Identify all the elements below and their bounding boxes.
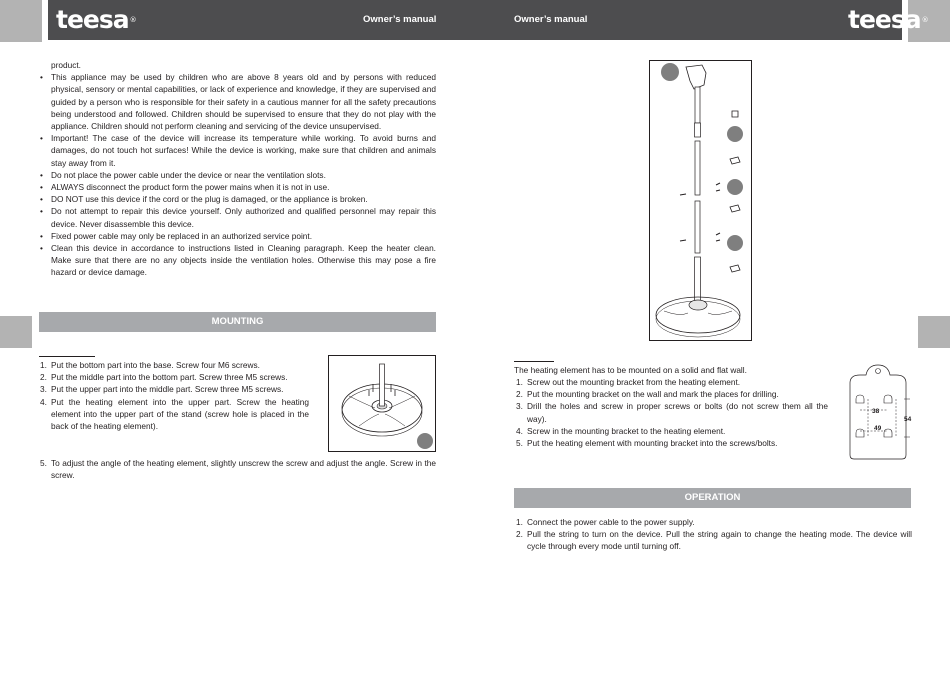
safety-bullet: • Do not attempt to repair this device yourself. Only authorized and qualified personnel may repair this device. Never disassemble this device. <box>40 205 436 229</box>
corner-tab-left <box>0 0 42 42</box>
mounting-section-title: MOUNTING <box>39 312 436 332</box>
wall-mount-intro: The heating element has to be mounted on a solid and flat wall. <box>514 365 747 375</box>
mounting-bracket-figure <box>846 363 914 461</box>
bracket-height-label: 49 <box>874 425 882 432</box>
safety-continuation: product. <box>51 60 81 70</box>
safety-bullet: • This appliance may be used by children who are above 8 years old and by persons with reduced physical, sensory or mental capabilities, or lack of experience and knowledge, if they are supervised and guided by a person who is responsible for their safety in a cautious manner for all the safety precautions being understood and followed. Children should be supervised to ensure that they do not play with the appliance. Children should not perform cleaning and servicing of the device unsupervised. <box>40 71 436 132</box>
base-assembly-figure <box>328 355 436 452</box>
brand-logo-right: teesa® <box>848 5 929 34</box>
list-item: 3. Put the upper part into the middle part. Screw three M5 screws. <box>40 384 284 395</box>
safety-bullet-list <box>40 59 436 279</box>
stand-assembly-figure <box>649 60 752 341</box>
list-item: 2. Put the middle part into the bottom part. Screw three M5 screws. <box>40 372 288 383</box>
wall-mounting-steps <box>516 376 828 449</box>
list-item: 4. Put the heating element into the upper part. Screw the heating element into the upper part of the stand (screw hole is placed in the back of the heating element). <box>40 396 309 432</box>
list-item: 5. Put the heating element with mounting bracket into the screws/bolts. <box>516 438 778 449</box>
list-item: 1. Put the bottom part into the base. Screw four M6 screws. <box>40 360 260 370</box>
safety-bullet: • Clean this device in accordance to instructions listed in Cleaning paragraph. Keep the heater clean. Make sure that there are no any objects inside the ventilation holes. Otherwise this may pose a fire hazard or device damage. <box>40 242 436 279</box>
safety-bullet: • Fixed power cable may only be replaced in an authorized service point. <box>40 230 436 242</box>
stand-mounting-steps <box>40 359 309 432</box>
safety-bullet: • Do not place the power cable under the device or near the ventilation slots. <box>40 169 436 181</box>
list-item: 2. Put the mounting bracket on the wall and mark the places for drilling. <box>516 389 779 400</box>
list-item: 1. Screw out the mounting bracket from the heating element. <box>516 377 741 387</box>
safety-bullet: • ALWAYS disconnect the product form the power mains when it is not in use. <box>40 181 436 193</box>
safety-bullet: • DO NOT use this device if the cord or the plug is damaged, or the appliance is broken. <box>40 193 436 205</box>
side-tab-left <box>0 316 32 348</box>
operation-section-title: OPERATION <box>514 488 911 508</box>
header-bar <box>48 0 902 40</box>
stand-mounting-step-5 <box>40 457 436 481</box>
list-item: 3. Drill the holes and screw in proper screws or bolts (do not screw them all the way). <box>516 401 828 424</box>
operation-steps <box>516 516 912 553</box>
page-title-left: Owner’s manual <box>363 14 437 25</box>
bracket-side-label: 54 <box>904 416 912 423</box>
brand-logo-left: teesa® <box>56 5 137 34</box>
list-item: 4. Screw in the mounting bracket to the heating element. <box>516 425 726 436</box>
list-item: 2. Pull the string to turn on the device. Pull the string again to change the heating mode. The device will cycle through every mode until turning off. <box>516 529 912 552</box>
list-item: 1. Connect the power cable to the power supply. <box>516 517 695 527</box>
side-tab-right <box>918 316 950 348</box>
subsection-rule <box>514 361 554 362</box>
bracket-width-label: 38 <box>872 408 880 415</box>
subsection-rule <box>39 356 95 357</box>
safety-bullet: • Important! The case of the device will increase its temperature while working. To avoid burns and damages, do not touch hot surfaces! While the device is working, make sure that children and animals stay away from it. <box>40 132 436 169</box>
page-title-right: Owner’s manual <box>514 14 588 25</box>
list-item: 5. To adjust the angle of the heating element, slightly unscrew the screw and adjust the angle. Screw in the screw. <box>40 458 436 481</box>
